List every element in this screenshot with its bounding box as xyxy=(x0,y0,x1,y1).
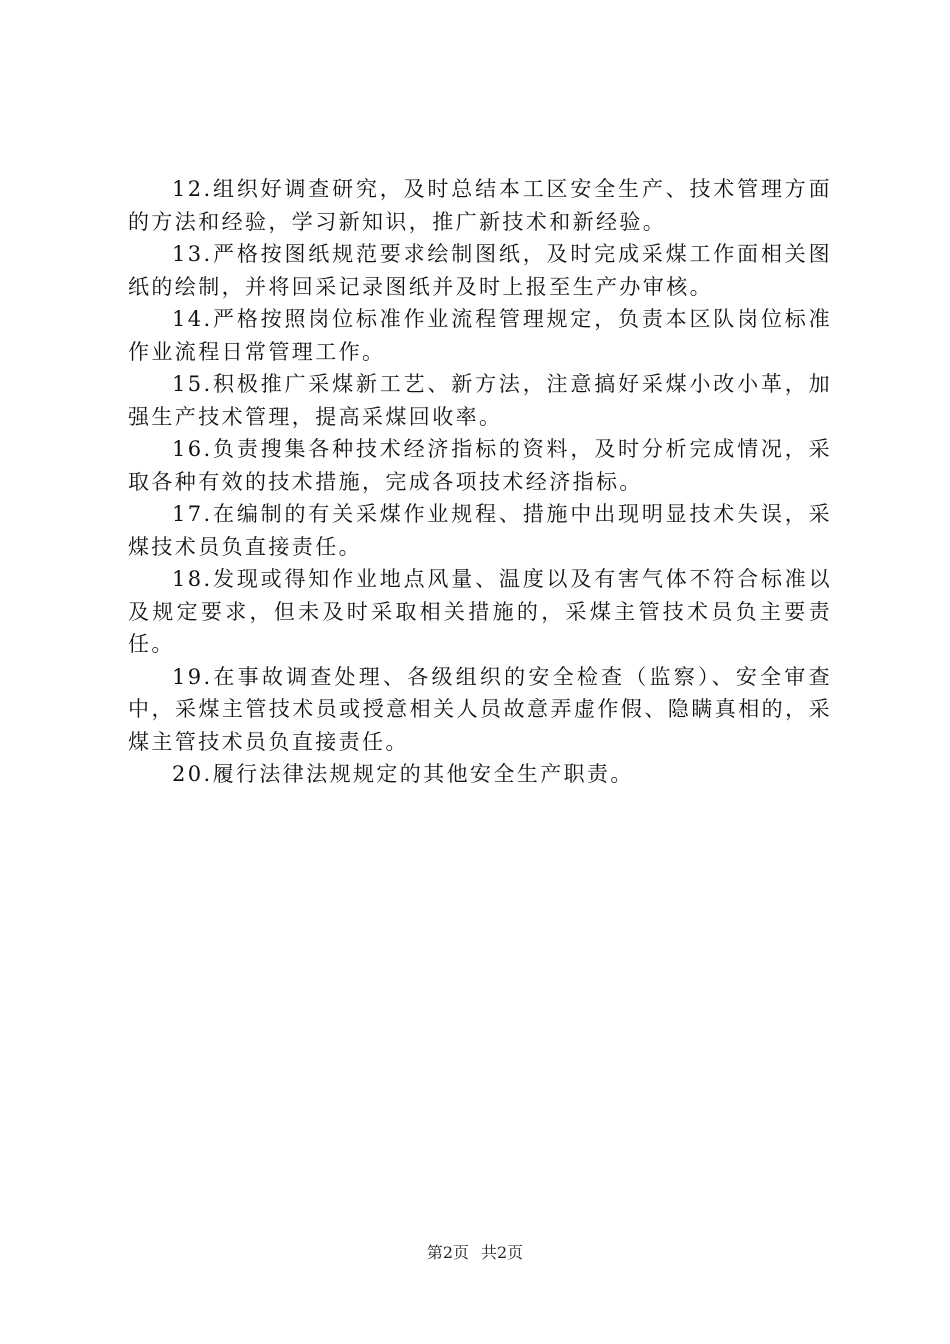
paragraph-16: 16.负责搜集各种技术经济指标的资料，及时分析完成情况，采取各种有效的技术措施，完成各项技术经济指标。 xyxy=(128,437,832,494)
paragraph-18: 18.发现或得知作业地点风量、温度以及有害气体不符合标准以及规定要求，但未及时采取相关措施的，采煤主管技术员负主要责任。 xyxy=(128,567,832,656)
page-number-current: 第2页 xyxy=(426,1243,469,1262)
document-body xyxy=(128,173,832,791)
paragraph-20: 20.履行法律法规规定的其他安全生产职责。 xyxy=(172,762,634,786)
paragraph-12: 12.组织好调查研究，及时总结本工区安全生产、技术管理方面的方法和经验，学习新知识，推广新技术和新经验。 xyxy=(128,177,832,234)
page-number-total: 共2页 xyxy=(481,1243,524,1262)
paragraph-13: 13.严格按图纸规范要求绘制图纸，及时完成采煤工作面相关图纸的绘制，并将回采记录图纸并及时上报至生产办审核。 xyxy=(128,242,832,299)
paragraph-17: 17.在编制的有关采煤作业规程、措施中出现明显技术失误，采煤技术员负直接责任。 xyxy=(128,502,832,559)
paragraph-14: 14.严格按照岗位标准作业流程管理规定，负责本区队岗位标准作业流程日常管理工作。 xyxy=(128,307,832,364)
page-footer xyxy=(0,1242,950,1264)
paragraph-15: 15.积极推广采煤新工艺、新方法，注意搞好采煤小改小革，加强生产技术管理，提高采煤回收率。 xyxy=(128,372,832,429)
paragraph-19: 19.在事故调查处理、各级组织的安全检查（监察）、安全审查中，采煤主管技术员或授意相关人员故意弄虚作假、隐瞒真相的，采煤主管技术员负直接责任。 xyxy=(128,664,832,754)
